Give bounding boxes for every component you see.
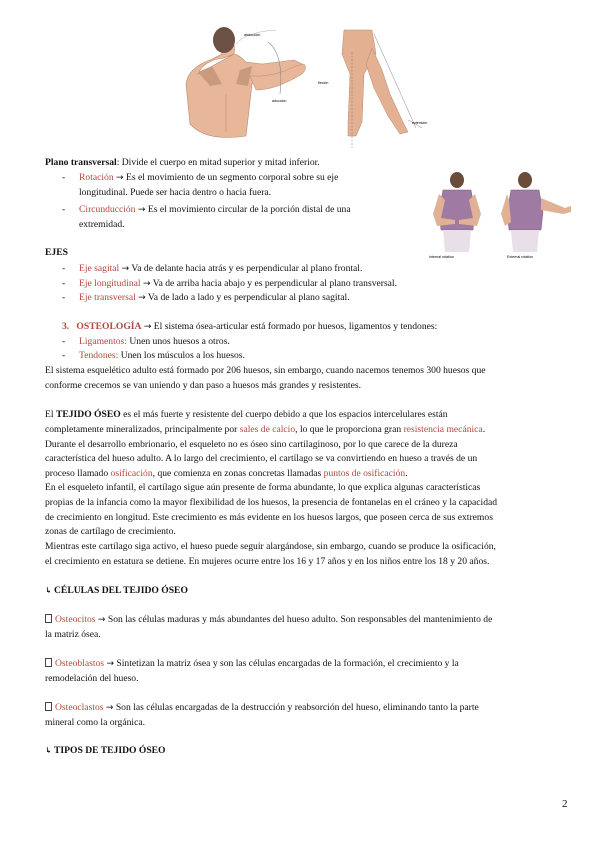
rotation-illustration: [425, 170, 575, 260]
checkbox-icon: [45, 614, 52, 623]
osteologia-para-line: conforme crecemos se van uniendo y dan paso a huesos más grandes y resistentes.: [45, 380, 361, 391]
plano-transversal-label: Plano transversal: [45, 157, 117, 168]
rotacion-line2: longitudinal. Puede ser hacia dentro o hacia fuera.: [79, 187, 272, 198]
tejido-line: En el esqueleto infantil, el cartílago sigue aún presente de forma abundante, lo que explica algunas características: [45, 482, 481, 493]
list-item-tendones: Tendones: Unen los músculos a los huesos.: [79, 350, 245, 361]
arrow-icon: →: [97, 615, 106, 625]
document-page: abducción aducción flexión extensión Internal rotation External rotation Plano transversal: Divide el cuerpo en mitad superior y mitad inferior. - Rotación → Es el movimiento de un segmento corporal sobre su eje longitudinal. Puede ser hacia dentro o hacia fuera. - Circunducción → Es el movimiento circular de la porción distal de una extremidad. EJES - Eje sagital → Va de delante hacia atrás y es perpendicular al plano frontal. - Eje longitudinal → Va de arriba hacia abajo y es perpendicular al plano transversal. - Eje transversal → Va de lado a lado y es perpendicular al plano sagital. 3. OSTEOLOGÍA → El sistema ósea-articular está formado por huesos, ligamentos y tendones: - Ligamentos: Unen unos huesos a otros. - Tendones: Unen los músculos a los huesos. El sistema esquelético adulto está formado por 206 huesos, sin embargo, cuando nacemos tenemos 300 huesos que conforme crecemos se van uniendo y dan paso a huesos más grandes y resistentes. El TEJIDO ÓSEO es el más fuerte y resistente del cuerpo debido a que los espacios intercelulares están completamente mineralizados, principalmente por sales de calcio, lo que le proporciona gran resistencia mecánica. Durante el desarrollo embrionario, el esqueleto no es óseo sino cartilaginoso, por lo que carece de la dureza característica del hueso adulto. A lo largo del crecimiento, el cartílago se va convirtiendo en hueso a través de un proceso llamado osificación, que comienza en zonas concretas llamadas puntos de osificación. En el esqueleto infantil, el cartílago sigue aún presente de forma abundante, lo que explica algunas características propias de la infancia como la mayor flexibilidad de los huesos, la presencia de fontanelas en el cráneo y la capacidad de crecimiento en longitud. Este crecimiento es más evidente en los huesos largos, que poseen cerca de sus extremos zonas de cartílago de crecimiento. Mientras este cartílago siga activo, el hueso puede seguir alargándose, sin embargo, cuando se produce la osificación, el crecimiento en estatura se detiene. En mujeres ocurre entre los 16 y 17 años y en los niños entre los 18 y 20 años. ↳ CÉLULAS DEL TEJIDO ÓSEO Osteocitos → Son las células maduras y más abundantes del hueso adulto. Son responsables del mantenimiento de la matriz ósea. Osteoblastos → Sintetizan la matriz ósea y son las células encargadas de la formación, el crecimiento y la remodelación del hueso. Osteoclastos → Son las células encargadas de la destrucción y reabsorción del hueso, eliminando tanto la parte mineral como la orgánica. ↳ TIPOS DE TEJIDO ÓSEO 2: [0, 0, 600, 848]
plano-transversal-line: [45, 156, 320, 171]
arrow-icon: →: [138, 293, 146, 303]
arrow-icon: →: [121, 264, 130, 274]
term-osteoclastos: Osteoclastos: [55, 702, 104, 713]
tejido-line: proceso llamado osificación, que comienza en zonas concretas llamadas puntos de osificación.: [45, 468, 408, 479]
fig-label-flexion: flexión: [318, 81, 329, 85]
list-item-osteoclastos: Osteoclastos → Son las células encargadas de la destrucción y reabsorción del hueso, eliminando tanto la parte: [45, 701, 479, 716]
list-item-ligamentos: Ligamentos: Unen unos huesos a otros.: [79, 336, 230, 347]
osteocitos-line2: la matriz ósea.: [45, 629, 101, 640]
fig-label-external-rotation: External rotation: [507, 255, 534, 259]
osteologia-para-line: El sistema esquelético adulto está formado por 206 huesos, sin embargo, cuando nacemos tenemos 300 huesos que: [45, 365, 486, 376]
checkbox-icon: [45, 702, 52, 711]
list-item-osteocitos: Osteocitos → Son las células maduras y más abundantes del hueso adulto. Son responsables del mantenimiento de: [45, 613, 492, 628]
osteoclastos-line2: mineral como la orgánica.: [45, 717, 145, 728]
term-eje-longitudinal: Eje longitudinal: [79, 278, 141, 289]
term-tendones: Tendones:: [79, 350, 119, 361]
list-item-rotacion: Rotación → Es el movimiento de un segmento corporal sobre su eje: [79, 172, 339, 183]
section-number: 3.: [62, 321, 70, 332]
tipos-heading: ↳ TIPOS DE TEJIDO ÓSEO: [45, 744, 166, 759]
term-sales-calcio: sales de calcio: [239, 424, 296, 435]
term-resistencia-mecanica: resistencia mecánica: [403, 424, 483, 435]
term-ligamentos: Ligamentos:: [79, 336, 127, 347]
ejes-heading: EJES: [45, 247, 68, 258]
plano-transversal-text: : Divide el cuerpo en mitad superior y mitad inferior.: [116, 157, 320, 168]
tejido-line: Durante el desarrollo embrionario, el esqueleto no es óseo sino cartilaginoso, por lo que carece de la dureza: [45, 439, 458, 450]
tejido-line: Mientras este cartílago siga activo, el hueso puede seguir alargándose, sin embargo, cuando se produce la osificación,: [45, 541, 496, 552]
fig-label-abduccion: abducción: [244, 33, 261, 37]
term-osteocitos: Osteocitos: [55, 614, 96, 625]
term-rotacion: Rotación: [79, 172, 114, 183]
osteoblastos-line2: remodelación del hueso.: [45, 673, 139, 684]
checkbox-icon: [45, 658, 52, 667]
fig-label-aduccion: aducción: [272, 99, 287, 103]
celulas-heading: ↳ CÉLULAS DEL TEJIDO ÓSEO: [45, 584, 188, 599]
tejido-line: el crecimiento en estatura se detiene. En mujeres ocurre entre los 16 y 17 años y en los niños entre los 18 y 20 años.: [45, 556, 490, 567]
list-item-eje-longitudinal: Eje longitudinal → Va de arriba hacia abajo y es perpendicular al plano transversal.: [79, 278, 398, 289]
tejido-line: El TEJIDO ÓSEO es el más fuerte y resistente del cuerpo debido a que los espacios intercelulares están: [45, 409, 448, 420]
arrow-icon: →: [142, 279, 151, 289]
tejido-oseo-term: TEJIDO ÓSEO: [55, 409, 121, 420]
circunduccion-line2: extremidad.: [79, 219, 125, 230]
tejido-line: de crecimiento en longitud. Este crecimiento es más evidente en los huesos largos, que poseen cerca de sus extremos: [45, 512, 493, 523]
arrow-icon: →: [143, 322, 152, 332]
page-number: 2: [562, 798, 568, 810]
arrow-icon: →: [137, 205, 146, 215]
tejido-line: característica del hueso adulto. A lo largo del crecimiento, el cartílago se va convirtiendo en hueso a través de un: [45, 453, 478, 464]
list-item-osteoblastos: Osteoblastos → Sintetizan la matriz ósea y son las células encargadas de la formación, el crecimiento y la: [45, 657, 459, 672]
tejido-line: completamente mineralizados, principalmente por sales de calcio, lo que le proporciona gran resistencia mecánica.: [45, 424, 486, 435]
list-item-circunduccion: Circunducción → Es el movimiento circular de la porción distal de una: [79, 204, 351, 215]
osteologia-title: OSTEOLOGÍA: [76, 321, 142, 332]
term-puntos-osificacion: puntos de osificación: [323, 468, 406, 479]
term-eje-sagital: Eje sagital: [79, 263, 120, 274]
arrow-icon: →: [116, 173, 124, 183]
bullet-icon: ↳: [45, 586, 52, 595]
bullet-icon: ↳: [45, 746, 52, 755]
term-osteoblastos: Osteoblastos: [55, 658, 105, 669]
fig-label-internal-rotation: Internal rotation: [429, 255, 454, 259]
list-item-eje-transversal: Eje transversal → Va de lado a lado y es perpendicular al plano sagital.: [79, 292, 350, 303]
arrow-icon: →: [106, 659, 114, 669]
movements-illustration: [176, 24, 436, 152]
fig-label-extension: extensión: [412, 121, 428, 125]
term-eje-transversal: Eje transversal: [79, 292, 136, 303]
osteologia-heading-line: 3. OSTEOLOGÍA → El sistema ósea-articular está formado por huesos, ligamentos y tendones:: [62, 321, 438, 332]
tejido-line: zonas de cartílago de crecimiento.: [45, 526, 176, 537]
arrow-icon: →: [105, 703, 114, 713]
tejido-line: propias de la infancia como la mayor flexibilidad de los huesos, la presencia de fontanelas en el cráneo y la capacidad: [45, 497, 498, 508]
term-circunduccion: Circunducción: [79, 204, 136, 215]
term-osificacion: osificación: [110, 468, 153, 479]
list-item-eje-sagital: Eje sagital → Va de delante hacia atrás y es perpendicular al plano frontal.: [79, 263, 363, 274]
